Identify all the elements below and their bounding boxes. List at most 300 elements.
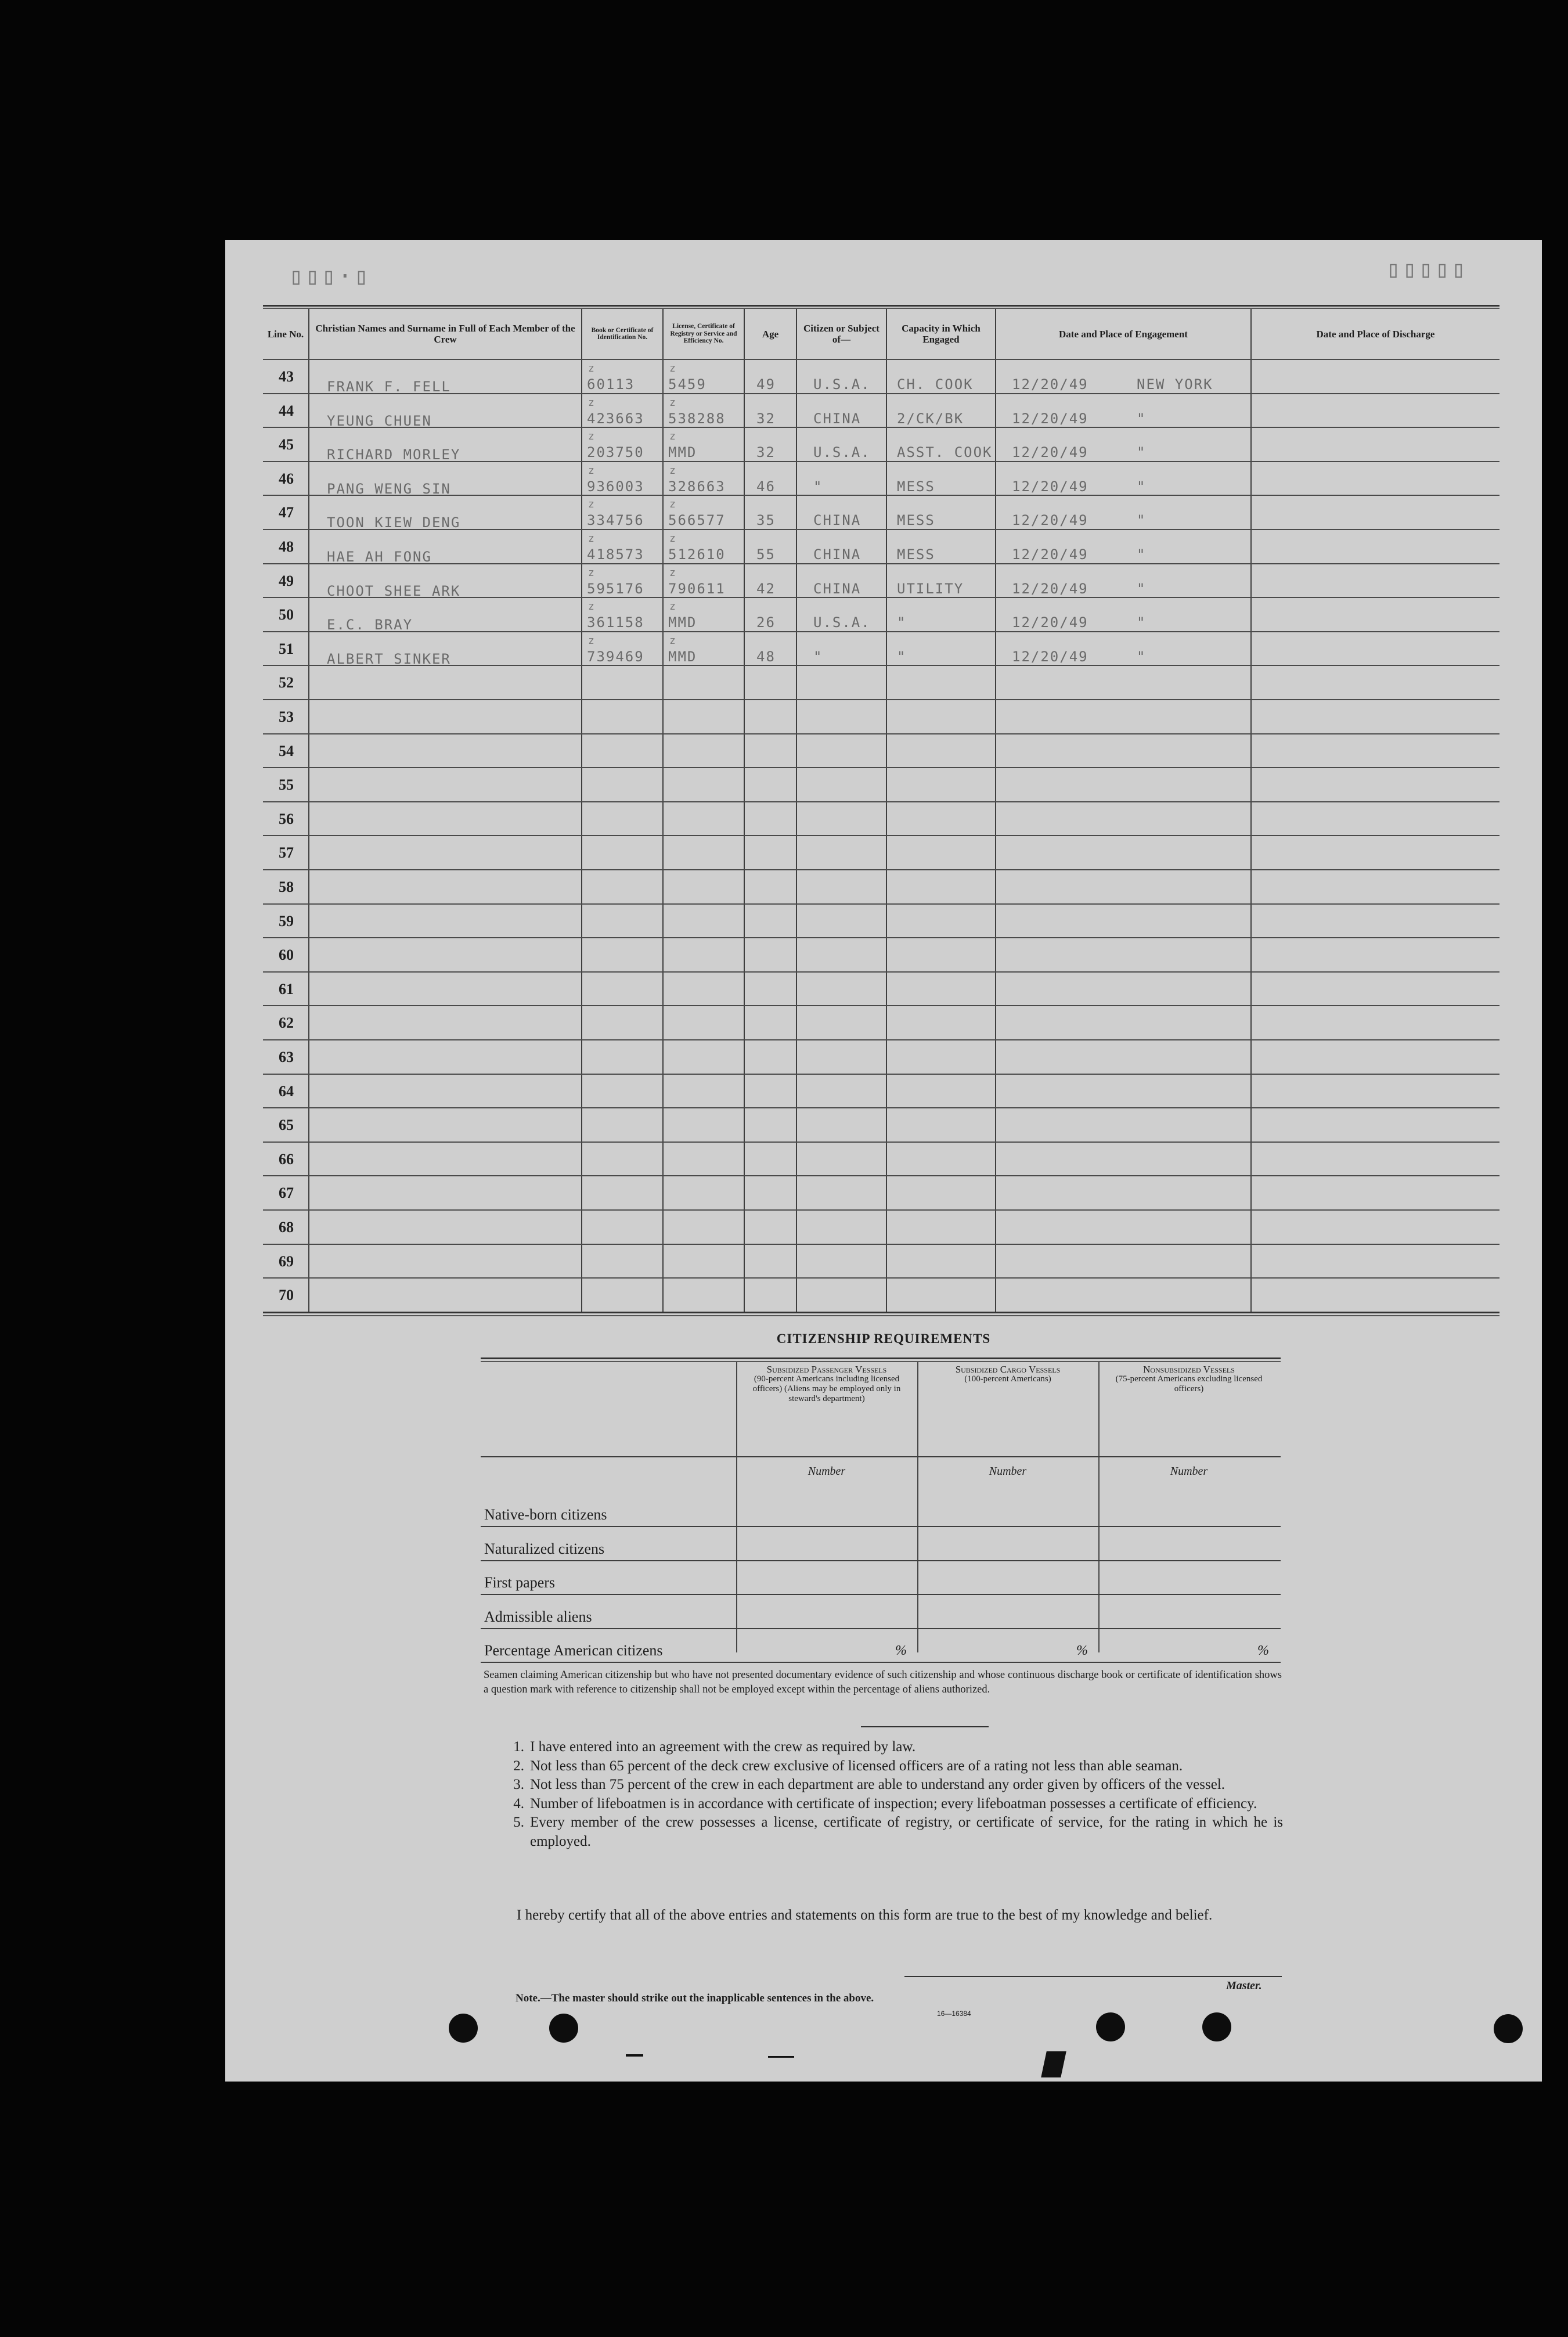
cell-license[interactable] — [664, 1006, 745, 1039]
cell-discharge[interactable] — [1252, 632, 1499, 665]
line-number: 50 — [279, 606, 294, 624]
typed-book: 595176 — [587, 580, 644, 597]
cell-license[interactable] — [664, 938, 745, 971]
cell-book[interactable] — [582, 938, 664, 971]
cell-citizen[interactable] — [797, 870, 887, 903]
line-number: 65 — [279, 1117, 294, 1134]
cell-discharge[interactable] — [1252, 530, 1499, 563]
header-license: License, Certificate of Registry or Service and Efficiency No. — [664, 309, 745, 359]
line-number: 60 — [279, 946, 294, 964]
typed-capacity: MESS — [897, 478, 935, 495]
cell-capacity[interactable] — [887, 938, 996, 971]
cell-citizen[interactable] — [797, 700, 887, 733]
cell-book[interactable] — [582, 1143, 664, 1176]
cell-discharge[interactable] — [1252, 802, 1499, 836]
cell-discharge[interactable] — [1252, 394, 1499, 427]
cell-names[interactable] — [309, 1040, 582, 1074]
cell-capacity[interactable] — [887, 666, 996, 699]
line-number: 46 — [279, 470, 294, 487]
typed-age: 32 — [756, 410, 776, 427]
typed-citizen: " — [813, 648, 823, 665]
separator-rule — [861, 1726, 989, 1727]
cell-citizen[interactable] — [797, 938, 887, 971]
cell-engagement[interactable] — [996, 870, 1252, 903]
cell-discharge[interactable] — [1252, 768, 1499, 801]
typed-age: 42 — [756, 580, 776, 597]
cell-age[interactable] — [745, 700, 797, 733]
citizenship-row-label: Admissible aliens — [484, 1608, 592, 1625]
cell-discharge[interactable] — [1252, 1143, 1499, 1176]
cell-names[interactable] — [309, 973, 582, 1006]
cell-citizen[interactable] — [797, 632, 887, 665]
cell-book[interactable] — [582, 1211, 664, 1244]
cell-book[interactable] — [582, 905, 664, 938]
cell-age[interactable] — [745, 666, 797, 699]
citizenship-row-label: First papers — [484, 1574, 556, 1591]
cell-capacity[interactable] — [887, 1176, 996, 1209]
cell-citizen[interactable] — [797, 1245, 887, 1278]
cell-discharge[interactable] — [1252, 734, 1499, 768]
cell-capacity[interactable] — [887, 1006, 996, 1039]
cell-book[interactable] — [582, 973, 664, 1006]
cell-book[interactable] — [582, 1176, 664, 1209]
typed-engagement: 12/20/49 — [1012, 546, 1088, 563]
cell-capacity[interactable] — [887, 1279, 996, 1312]
cell-discharge[interactable] — [1252, 1075, 1499, 1108]
typed-license: 566577 — [668, 512, 726, 529]
cell-license[interactable] — [664, 1176, 745, 1209]
cell-license[interactable] — [664, 1245, 745, 1278]
cell-age[interactable] — [745, 836, 797, 869]
typed-capacity: ASST. COOK — [897, 444, 993, 461]
line-number: 64 — [279, 1082, 294, 1100]
cell-engagement[interactable] — [996, 1279, 1252, 1312]
table-row — [263, 700, 1499, 734]
citizenship-number-cell[interactable] — [1100, 1598, 1278, 1628]
cell-book[interactable] — [582, 870, 664, 903]
cell-age[interactable] — [745, 802, 797, 836]
requirement-number: 2. — [513, 1758, 524, 1774]
requirement-text: Not less than 65 percent of the deck crew exclusive of licensed officers are of a rating not less than able seaman. — [530, 1758, 1183, 1774]
line-number: 61 — [279, 980, 294, 998]
requirement-text: Number of lifeboatmen is in accordance with certificate of inspection; every lifeboatman possesses a certificate of efficiency. — [530, 1795, 1257, 1812]
cell-license[interactable] — [664, 836, 745, 869]
cell-engagement[interactable] — [996, 1075, 1252, 1108]
column-description: (75-percent Americans excluding licensed officers) — [1115, 1374, 1263, 1393]
form-number: 16—16384 — [937, 2010, 971, 2018]
cell-license[interactable] — [664, 905, 745, 938]
header-book: Book or Certificate of Identification No. — [582, 309, 664, 359]
cell-engagement[interactable] — [996, 1006, 1252, 1039]
typed-citizen: U.S.A. — [813, 614, 871, 631]
table-row — [263, 632, 1499, 667]
cell-age[interactable] — [745, 973, 797, 1006]
typed-place: " — [1137, 614, 1147, 631]
typed-name: HAE AH FONG — [327, 549, 432, 565]
cell-age[interactable] — [745, 905, 797, 938]
column-description: (100-percent Americans) — [964, 1374, 1051, 1384]
header-capacity: Capacity in Which Engaged — [887, 309, 996, 359]
cell-engagement[interactable] — [996, 768, 1252, 801]
cell-citizen[interactable] — [797, 768, 887, 801]
cell-age[interactable] — [745, 734, 797, 768]
citizenship-top-rule — [481, 1357, 1281, 1362]
ink-blot — [1041, 2051, 1066, 2077]
cell-citizen[interactable] — [797, 802, 887, 836]
cell-discharge[interactable] — [1252, 973, 1499, 1006]
master-note: Note.—The master should strike out the inapplicable sentences in the above. — [516, 1992, 874, 2004]
citizenship-number-cell[interactable] — [737, 1632, 916, 1662]
cell-age[interactable] — [745, 1176, 797, 1209]
cell-license[interactable] — [664, 1211, 745, 1244]
ink-speck — [626, 2054, 643, 2057]
typed-capacity: " — [897, 614, 907, 631]
typed-engagement: 12/20/49 — [1012, 478, 1088, 495]
cell-capacity[interactable] — [887, 734, 996, 768]
cell-citizen[interactable] — [797, 462, 887, 495]
column-title: Subsidized Cargo Vessels — [955, 1364, 1061, 1375]
cell-engagement[interactable] — [996, 1176, 1252, 1209]
punch-hole — [1096, 2012, 1125, 2041]
typed-capacity: " — [897, 648, 907, 665]
cell-engagement[interactable] — [996, 1143, 1252, 1176]
line-number: 63 — [279, 1049, 294, 1065]
page-stamp-right: ▯▯▯▯▯ — [1386, 256, 1468, 283]
cell-citizen[interactable] — [797, 1211, 887, 1244]
cell-capacity[interactable] — [887, 1245, 996, 1278]
table-row — [263, 462, 1499, 496]
cell-capacity[interactable] — [887, 1211, 996, 1244]
cell-license[interactable] — [664, 802, 745, 836]
cell-citizen[interactable] — [797, 836, 887, 869]
cell-capacity[interactable] — [887, 802, 996, 836]
cell-discharge[interactable] — [1252, 836, 1499, 869]
cell-capacity[interactable] — [887, 905, 996, 938]
certificate-z-mark: z — [588, 600, 594, 613]
cell-names[interactable] — [309, 1143, 582, 1176]
cell-capacity[interactable] — [887, 700, 996, 733]
cell-book[interactable] — [582, 1006, 664, 1039]
typed-capacity: UTILITY — [897, 580, 964, 597]
cell-discharge[interactable] — [1252, 1040, 1499, 1074]
table-row — [263, 496, 1499, 530]
header-age: Age — [745, 309, 797, 359]
typed-place: " — [1137, 546, 1147, 563]
cell-names[interactable] — [309, 905, 582, 938]
header-engagement: Date and Place of Engagement — [996, 309, 1252, 359]
cell-license[interactable] — [664, 870, 745, 903]
cell-discharge[interactable] — [1252, 360, 1499, 393]
cell-book[interactable] — [582, 1040, 664, 1074]
cell-capacity[interactable] — [887, 768, 996, 801]
column-unit: Number — [808, 1465, 846, 1478]
cell-names[interactable] — [309, 1006, 582, 1039]
column-description: (90-percent Americans including licensed officers) (Aliens may be employed only in steward's department) — [752, 1374, 901, 1403]
cell-license[interactable] — [664, 700, 745, 733]
table-row — [263, 394, 1499, 428]
cell-license[interactable] — [664, 734, 745, 768]
table-bottom-rule — [263, 1312, 1499, 1316]
typed-age: 32 — [756, 444, 776, 461]
table-row — [263, 802, 1499, 837]
typed-name: E.C. BRAY — [327, 617, 413, 633]
requirement-number: 5. — [513, 1814, 524, 1830]
typed-book: 60113 — [587, 376, 635, 392]
cell-discharge[interactable] — [1252, 462, 1499, 495]
typed-place: NEW YORK — [1137, 376, 1213, 392]
cell-engagement[interactable] — [996, 700, 1252, 733]
typed-citizen: U.S.A. — [813, 376, 871, 392]
cell-names[interactable] — [309, 938, 582, 971]
citizenship-number-cell[interactable] — [918, 1598, 1097, 1628]
typed-capacity: MESS — [897, 512, 935, 529]
cell-capacity[interactable] — [887, 1108, 996, 1142]
cell-citizen[interactable] — [797, 973, 887, 1006]
cell-discharge[interactable] — [1252, 700, 1499, 733]
cell-book[interactable] — [582, 666, 664, 699]
cell-discharge[interactable] — [1252, 938, 1499, 971]
citizenship-number-cell[interactable] — [1100, 1564, 1278, 1594]
cell-license[interactable] — [664, 1279, 745, 1312]
typed-place: " — [1137, 580, 1147, 597]
cell-license[interactable] — [664, 1040, 745, 1074]
table-row — [263, 428, 1499, 462]
master-signature-line[interactable] — [904, 1976, 1282, 1977]
cell-discharge[interactable] — [1252, 870, 1499, 903]
cell-names[interactable] — [309, 768, 582, 801]
cell-citizen[interactable] — [797, 1040, 887, 1074]
requirement-number: 3. — [513, 1777, 524, 1792]
typed-engagement: 12/20/49 — [1012, 648, 1088, 665]
table-row — [263, 938, 1499, 973]
line-number: 59 — [279, 912, 294, 930]
citizenship-row-rule — [481, 1662, 1281, 1663]
citizenship-number-cell[interactable] — [1100, 1530, 1278, 1560]
table-row — [263, 973, 1499, 1007]
cell-citizen[interactable] — [797, 1143, 887, 1176]
cell-license[interactable] — [664, 1108, 745, 1142]
cell-names[interactable] — [309, 1211, 582, 1244]
cell-citizen[interactable] — [797, 1279, 887, 1312]
cell-book[interactable] — [582, 1075, 664, 1108]
typed-book: 739469 — [587, 648, 644, 665]
cell-names[interactable] — [309, 1176, 582, 1209]
typed-license: MMD — [668, 614, 697, 631]
header-discharge: Date and Place of Discharge — [1316, 328, 1435, 340]
cell-names[interactable] — [309, 734, 582, 768]
cell-names[interactable] — [309, 1108, 582, 1142]
column-title: Subsidized Passenger Vessels — [766, 1364, 887, 1375]
cell-engagement[interactable] — [996, 1040, 1252, 1074]
cell-engagement[interactable] — [996, 802, 1252, 836]
citizenship-row-rule — [481, 1526, 1281, 1527]
citizenship-row-label: Naturalized citizens — [484, 1540, 605, 1557]
line-number: 56 — [279, 810, 294, 827]
typed-place: " — [1137, 410, 1147, 427]
cell-names[interactable] — [309, 1245, 582, 1278]
cell-discharge[interactable] — [1252, 428, 1499, 461]
table-row — [263, 530, 1499, 564]
cell-citizen[interactable] — [797, 1108, 887, 1142]
cell-capacity[interactable] — [887, 973, 996, 1006]
cell-license[interactable] — [664, 973, 745, 1006]
citizenship-number-cell[interactable] — [1100, 1496, 1278, 1526]
cell-names[interactable] — [309, 836, 582, 869]
cell-discharge[interactable] — [1252, 564, 1499, 597]
cell-names[interactable] — [309, 700, 582, 733]
cell-age[interactable] — [745, 1279, 797, 1312]
license-z-mark: z — [669, 464, 676, 477]
cell-capacity[interactable] — [887, 836, 996, 869]
table-row — [263, 870, 1499, 905]
cell-age[interactable] — [745, 1143, 797, 1176]
citizenship-number-cell[interactable] — [918, 1564, 1097, 1594]
citizenship-number-cell[interactable] — [737, 1598, 916, 1628]
cell-citizen[interactable] — [797, 666, 887, 699]
citizenship-number-cell[interactable] — [918, 1632, 1097, 1662]
cell-engagement[interactable] — [996, 734, 1252, 768]
cell-names[interactable] — [309, 1279, 582, 1312]
cell-citizen[interactable] — [797, 905, 887, 938]
cell-discharge[interactable] — [1252, 598, 1499, 631]
column-unit: Number — [1170, 1465, 1208, 1478]
cell-book[interactable] — [582, 802, 664, 836]
requirement-text: Not less than 75 percent of the crew in each department are able to understand any order given by officers of the vessel. — [530, 1777, 1225, 1792]
table-row — [263, 905, 1499, 939]
cell-engagement[interactable] — [996, 905, 1252, 938]
cell-license[interactable] — [664, 1075, 745, 1108]
cell-age[interactable] — [745, 1108, 797, 1142]
cell-names[interactable] — [309, 666, 582, 699]
typed-license: 5459 — [668, 376, 706, 392]
citizenship-number-cell[interactable] — [1100, 1632, 1278, 1662]
cell-citizen[interactable] — [797, 1075, 887, 1108]
cell-capacity[interactable] — [887, 1075, 996, 1108]
table-row — [263, 598, 1499, 632]
typed-citizen: CHINA — [813, 512, 862, 529]
typed-name: YEUNG CHUEN — [327, 412, 432, 429]
percent-sign: % — [1076, 1643, 1088, 1658]
line-number: 68 — [279, 1219, 294, 1236]
line-number: 45 — [279, 436, 294, 453]
typed-engagement: 12/20/49 — [1012, 376, 1088, 392]
cell-engagement[interactable] — [996, 1245, 1252, 1278]
cell-age[interactable] — [745, 1040, 797, 1074]
typed-name: CHOOT SHEE ARK — [327, 582, 461, 599]
citizenship-number-cell[interactable] — [737, 1496, 916, 1526]
cell-book[interactable] — [582, 1245, 664, 1278]
citizenship-number-cell[interactable] — [737, 1564, 916, 1594]
requirement-item — [486, 1813, 1283, 1851]
cell-discharge[interactable] — [1252, 1211, 1499, 1244]
cell-names[interactable] — [309, 1075, 582, 1108]
header-citizen: Citizen or Subject of— — [797, 309, 887, 359]
citizenship-number-cell[interactable] — [918, 1530, 1097, 1560]
line-number: 44 — [279, 402, 294, 419]
cell-age[interactable] — [745, 768, 797, 801]
cell-book[interactable] — [582, 1279, 664, 1312]
cell-discharge[interactable] — [1252, 1006, 1499, 1039]
line-number: 66 — [279, 1150, 294, 1168]
cell-discharge[interactable] — [1252, 905, 1499, 938]
line-number: 62 — [279, 1014, 294, 1032]
page-stamp-left: ▯▯▯·▯ — [289, 263, 371, 290]
master-label: Master. — [1226, 1979, 1262, 1992]
citizenship-row-rule — [481, 1628, 1281, 1629]
table-row — [263, 1279, 1499, 1313]
table-row — [263, 734, 1499, 769]
cell-age[interactable] — [745, 1245, 797, 1278]
cell-citizen[interactable] — [797, 1006, 887, 1039]
typed-name: FRANK F. FELL — [327, 379, 451, 395]
cell-citizen[interactable] — [797, 734, 887, 768]
citizenship-number-cell[interactable] — [918, 1496, 1097, 1526]
requirement-item — [486, 1757, 1283, 1776]
cell-book[interactable] — [582, 734, 664, 768]
cell-capacity[interactable] — [887, 870, 996, 903]
cell-discharge[interactable] — [1252, 666, 1499, 699]
citizenship-row-label: Native-born citizens — [484, 1506, 607, 1523]
cell-names[interactable] — [309, 802, 582, 836]
cell-engagement[interactable] — [996, 1108, 1252, 1142]
citizenship-number-cell[interactable] — [737, 1530, 916, 1560]
cell-book[interactable] — [582, 1108, 664, 1142]
cell-age[interactable] — [745, 1006, 797, 1039]
cell-names[interactable] — [309, 870, 582, 903]
header-line-no: Line No. — [263, 309, 309, 359]
cell-engagement[interactable] — [996, 666, 1252, 699]
ink-speck — [768, 2056, 794, 2058]
cell-book[interactable] — [582, 836, 664, 869]
citizenship-row-rule — [481, 1594, 1281, 1595]
table-row — [263, 360, 1499, 394]
cell-discharge[interactable] — [1252, 1279, 1499, 1312]
cell-capacity[interactable] — [887, 1143, 996, 1176]
cell-book[interactable] — [582, 700, 664, 733]
cell-age[interactable] — [745, 1075, 797, 1108]
cell-engagement[interactable] — [996, 1211, 1252, 1244]
cell-engagement[interactable] — [996, 973, 1252, 1006]
typed-book: 334756 — [587, 512, 644, 529]
table-row — [263, 1075, 1499, 1109]
cell-discharge[interactable] — [1252, 1245, 1499, 1278]
line-number: 43 — [279, 368, 294, 385]
cell-license[interactable] — [664, 768, 745, 801]
cell-discharge[interactable] — [1252, 496, 1499, 529]
cell-capacity[interactable] — [887, 1040, 996, 1074]
certificate-z-mark: z — [588, 430, 594, 443]
line-number: 53 — [279, 708, 294, 725]
cell-license[interactable] — [664, 666, 745, 699]
table-header-row — [263, 309, 1499, 360]
cell-engagement[interactable] — [996, 836, 1252, 869]
typed-age: 55 — [756, 546, 776, 563]
cell-age[interactable] — [745, 938, 797, 971]
cell-license[interactable] — [664, 1143, 745, 1176]
table-row — [263, 1176, 1499, 1211]
manifest-page — [225, 240, 1542, 2082]
cell-age[interactable] — [745, 870, 797, 903]
typed-book: 203750 — [587, 444, 644, 461]
cell-discharge[interactable] — [1252, 1108, 1499, 1142]
cell-engagement[interactable] — [996, 938, 1252, 971]
cell-citizen[interactable] — [797, 1176, 887, 1209]
percent-sign: % — [895, 1643, 907, 1658]
cell-discharge[interactable] — [1252, 1176, 1499, 1209]
cell-book[interactable] — [582, 768, 664, 801]
typed-engagement: 12/20/49 — [1012, 580, 1088, 597]
cell-age[interactable] — [745, 1211, 797, 1244]
